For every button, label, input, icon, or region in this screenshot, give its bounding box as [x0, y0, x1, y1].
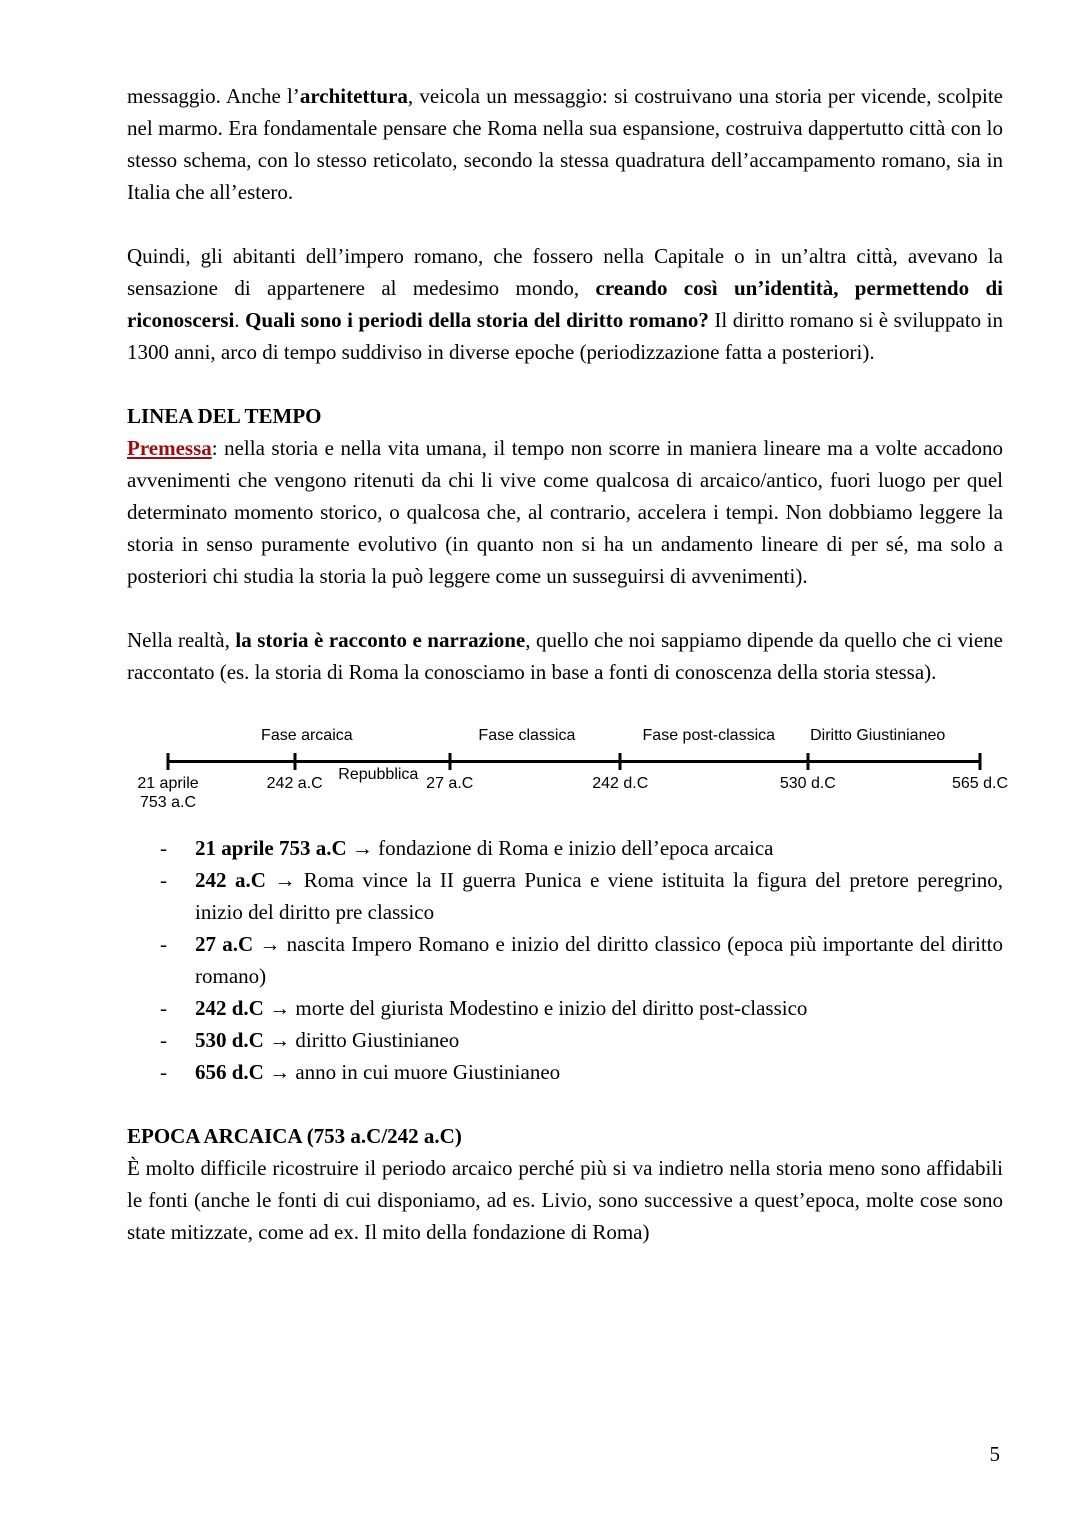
list-item-marker: - [160, 996, 167, 1020]
bold-question-periodi: Quali sono i periodi della storia del diritto romano? [245, 308, 709, 332]
text-run: Nella realtà, [127, 628, 236, 652]
list-item [127, 1056, 1003, 1088]
heading-linea-del-tempo: LINEA DEL TEMPO [127, 404, 322, 428]
timeline-phase-fase-arcaica: Fase arcaica [261, 727, 353, 744]
text-run: Il diritto romano si è sviluppato in 1300 anni, arco di tempo suddiviso in diverse epoche (periodizzazione fatta a posteriori). [127, 308, 1004, 364]
text-run: . [234, 308, 246, 332]
list-item-content [195, 864, 1003, 928]
paragraph-premessa [127, 432, 1003, 592]
timeline-label-753ac [137, 774, 198, 812]
timeline-phase-fase-classica: Fase classica [478, 727, 576, 744]
list-item-date: 530 d.C [195, 1028, 264, 1052]
list-item-date: 656 d.C [195, 1060, 264, 1084]
list-item-content [195, 928, 1003, 992]
timeline-label-530dc: 530 d.C [779, 775, 836, 792]
text-run: Quindi, gli abitanti dell’impero romano, che fossero nella Capitale o in un’altra città, avevano la sensazione di appartenere al medesimo mondo, [127, 244, 1003, 300]
list-item-marker: - [160, 1060, 167, 1084]
paragraph-identita [127, 240, 1003, 368]
timeline-axis-line [168, 760, 980, 763]
list-item-date: 27 a.C [195, 932, 254, 956]
list-item-text: → morte del giurista Modestino e inizio del diritto post-classico [269, 996, 808, 1020]
heading-epoca-arcaica: EPOCA ARCAICA (753 a.C/242 a.C) [127, 1124, 462, 1148]
bold-storia-racconto: la storia è racconto e narrazione [235, 628, 526, 652]
timeline-tick-242dc [619, 753, 622, 770]
list-item-content [195, 1056, 1003, 1088]
list-item [127, 928, 1003, 992]
list-item-date: 21 aprile 753 a.C [195, 836, 347, 860]
premessa-label: Premessa [127, 436, 212, 460]
timeline-label-27ac: 27 a.C [426, 775, 474, 792]
paragraph-storia-racconto [127, 624, 1003, 688]
list-item-marker: - [160, 1028, 167, 1052]
list-item-content [195, 1024, 1003, 1056]
timeline-label-242ac: 242 a.C [266, 775, 323, 792]
timeline-label-repubblica: Repubblica [338, 766, 419, 783]
bold-identita: creando così un’identità, permettendo di riconoscersi [127, 276, 1003, 332]
event-list [127, 832, 1003, 1088]
text-run: messaggio. Anche l’ [127, 84, 300, 108]
list-item-text: → fondazione di Roma e inizio dell’epoca arcaica [351, 836, 774, 860]
text-run: , quello che noi sappiamo dipende da quello che ci viene raccontato (es. la storia di Roma la conosciamo in base a fonti di conoscenza della storia stessa). [127, 628, 1003, 684]
list-item-text: → nascita Impero Romano e inizio del diritto classico (epoca più importante del diritto romano) [195, 932, 1003, 988]
timeline-phase-diritto-giustinianeo: Diritto Giustinianeo [810, 727, 946, 744]
list-item-marker: - [160, 836, 167, 860]
bold-architettura: architettura [299, 84, 408, 108]
timeline-label-line1: 21 aprile [137, 775, 199, 792]
timeline-tick-753ac [167, 753, 170, 770]
paragraph-architettura [127, 80, 1003, 208]
list-item [127, 832, 1003, 864]
list-item-date: 242 d.C [195, 996, 264, 1020]
list-item-content [195, 832, 1003, 864]
list-item-text: → anno in cui muore Giustinianeo [269, 1060, 561, 1084]
timeline-tick-27ac [448, 753, 451, 770]
timeline-tick-530dc [806, 753, 809, 770]
list-item-date: 242 a.C [195, 868, 266, 892]
timeline-label-565dc: 565 d.C [951, 775, 1009, 792]
list-item-marker: - [160, 868, 167, 892]
list-item-content [195, 992, 1003, 1024]
list-item-text: → Roma vince la II guerra Punica e viene istituita la figura del pretore peregrino, inizio del diritto pre classico [195, 868, 1003, 924]
timeline-tick-242ac [293, 753, 296, 770]
timeline-tick-565dc [979, 753, 982, 770]
text-run: : nella storia e nella vita umana, il tempo non scorre in maniera lineare ma a volte accadono avvenimenti che vengono ritenuti da chi li vive come qualcosa di arcaico/antico, fuori luogo per quel determinato momento storico, o qualcosa che, al contrario, accelera i tempi. Non dobbiamo leggere la storia in senso puramente evolutivo (in quanto non si ha un andamento lineare di per sé, ma solo a posteriori chi studia la storia la può leggere come un susseguirsi di avvenimenti). [127, 436, 1003, 588]
list-item [127, 1024, 1003, 1056]
list-item [127, 864, 1003, 928]
paragraph-epoca-arcaica: È molto difficile ricostruire il periodo arcaico perché più si va indietro nella storia meno sono affidabili le fonti (anche le fonti di cui disponiamo, ad es. Livio, sono successive a quest’epoca, molte cose sono state mitizzate, come ad ex. Il mito della fondazione di Roma) [127, 1156, 1003, 1244]
timeline-label-line2: 753 a.C [139, 794, 197, 811]
page-number: 5 [989, 1442, 1000, 1466]
list-item-marker: - [160, 932, 167, 956]
list-item [127, 992, 1003, 1024]
list-item-text: → diritto Giustinianeo [269, 1028, 460, 1052]
timeline-phase-fase-post-classica: Fase post-classica [642, 727, 776, 744]
timeline-diagram [137, 724, 1009, 826]
text-run: , veicola un messaggio: si costruivano una storia per vicende, scolpite nel marmo. Era fondamentale pensare che Roma nella sua espansione, costruiva dappertutto città con lo stesso schema, con lo stesso reticolato, secondo la stessa quadratura dell’accampamento romano, sia in Italia che all’estero. [127, 84, 1003, 204]
timeline-label-242dc: 242 d.C [592, 775, 649, 792]
